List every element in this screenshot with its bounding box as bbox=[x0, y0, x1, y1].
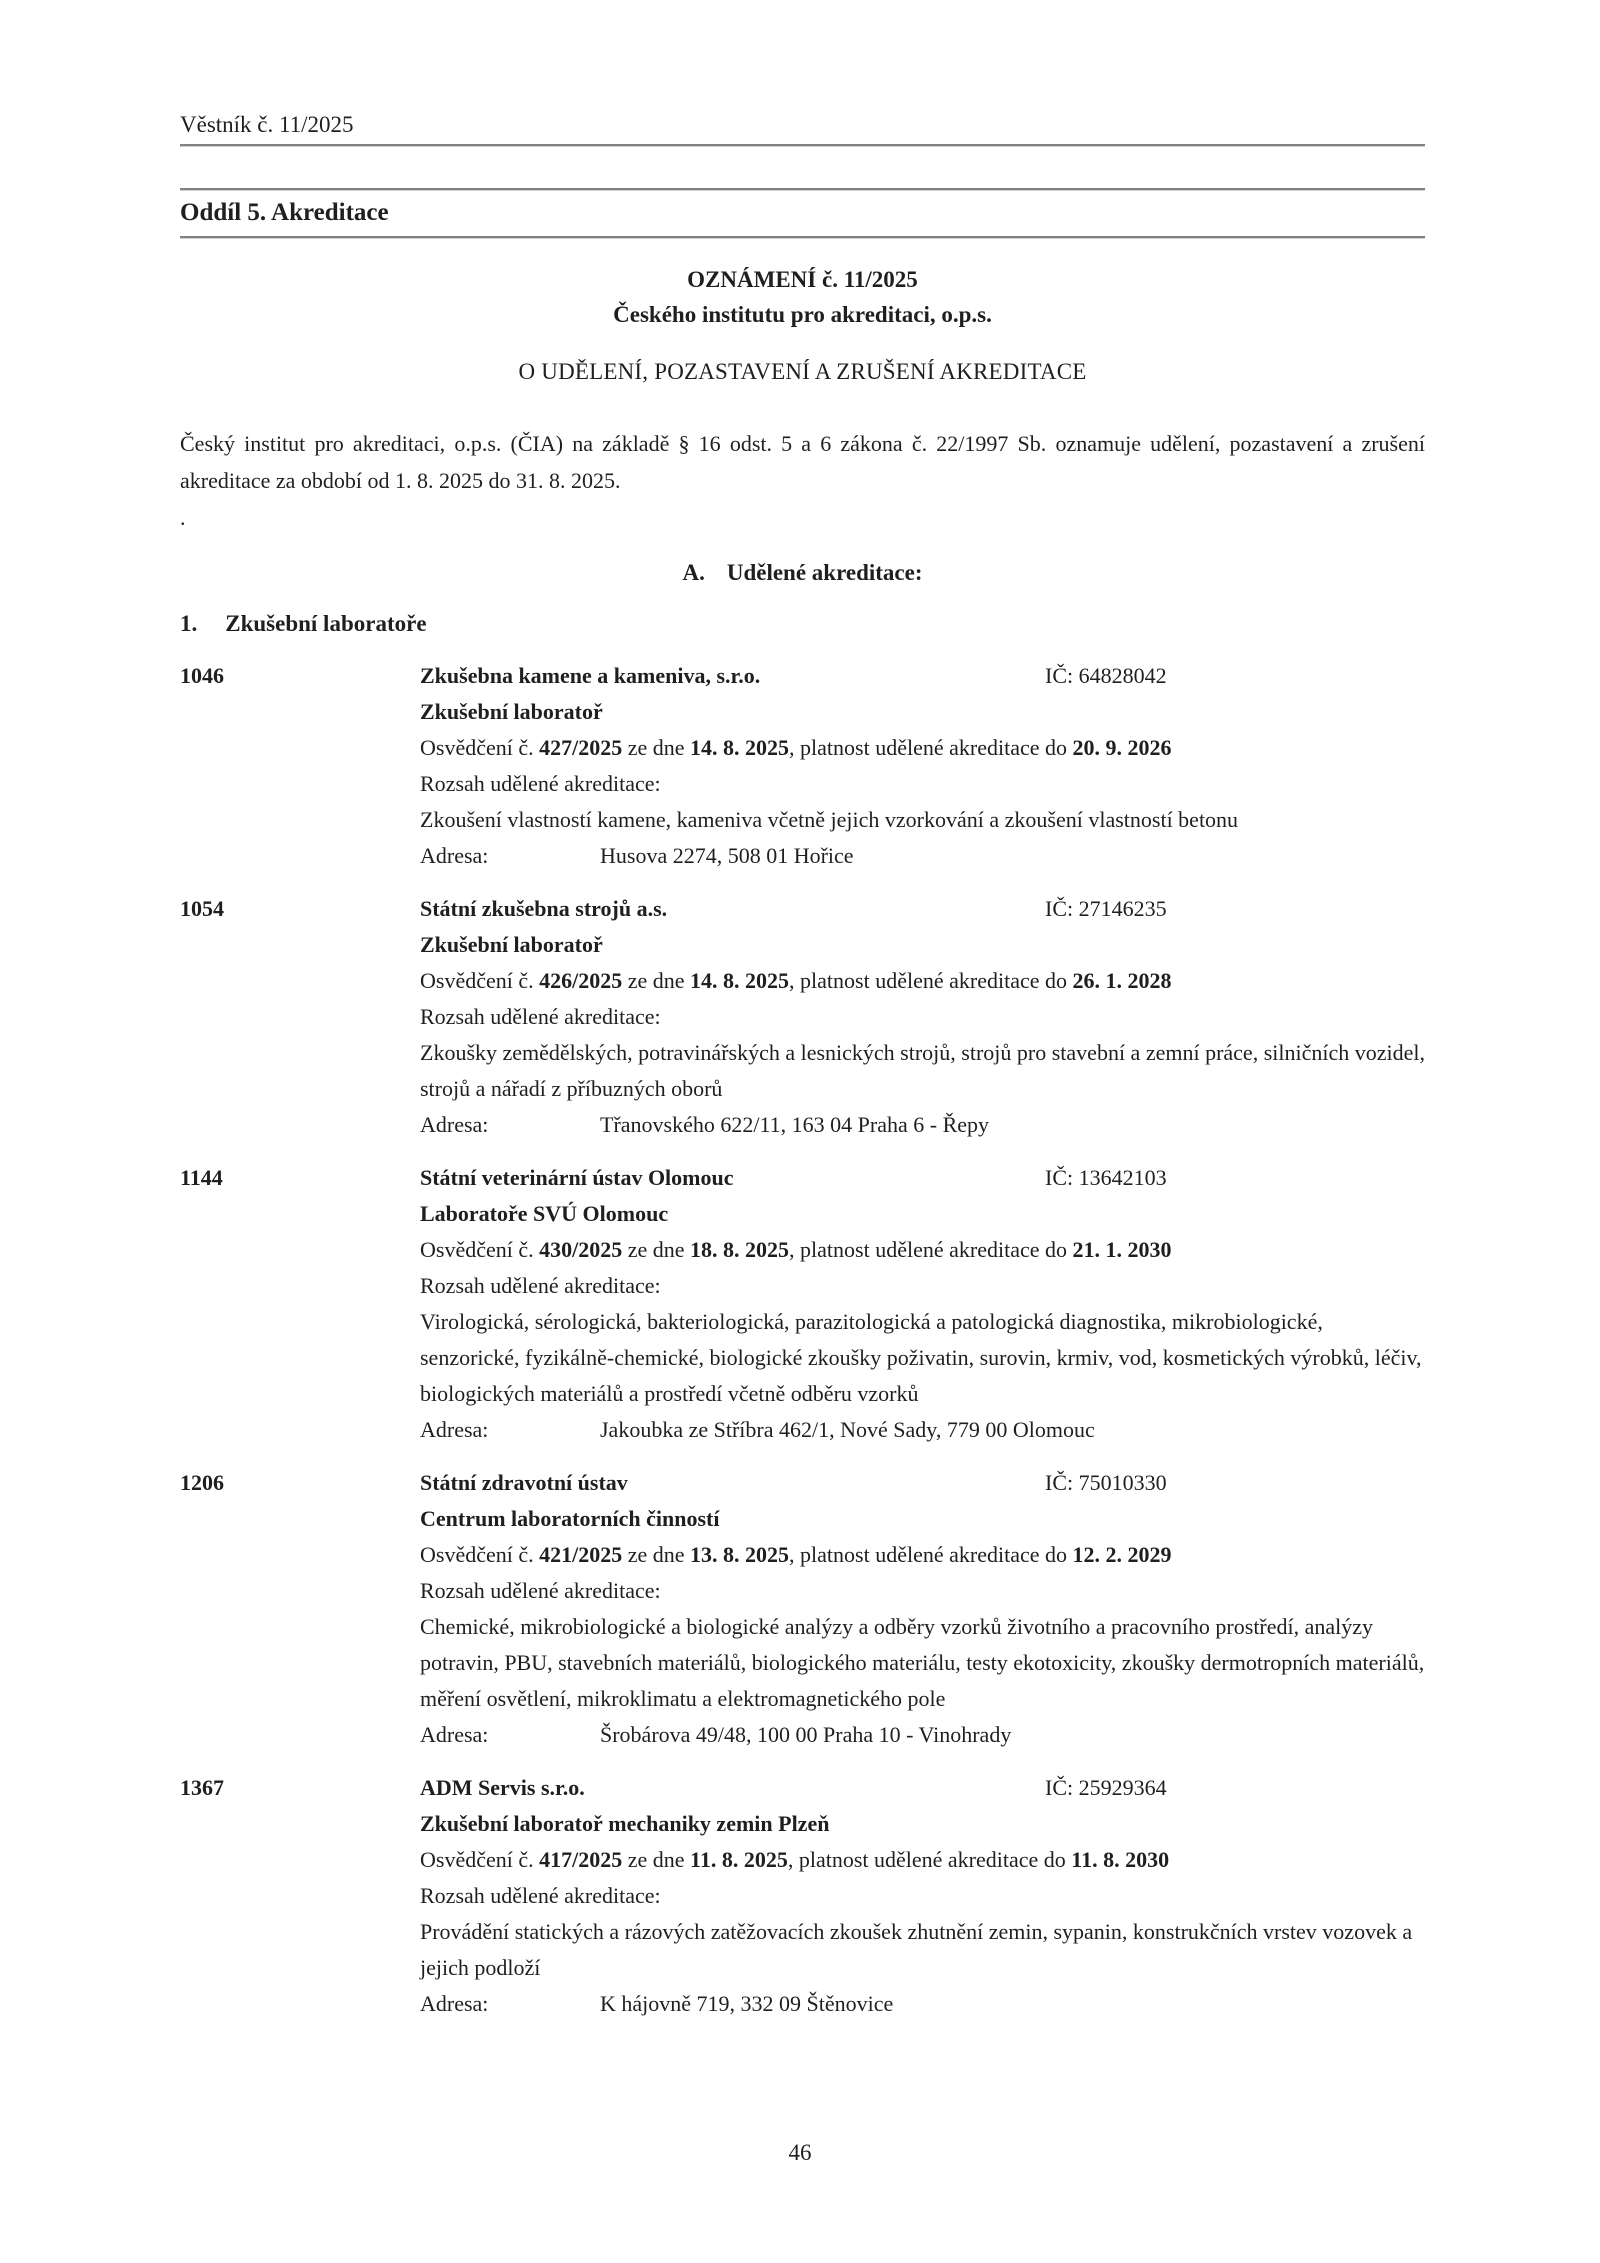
certificate-line bbox=[420, 1232, 1425, 1268]
list-1-heading bbox=[180, 611, 1425, 637]
entry-name-row bbox=[420, 1465, 1425, 1501]
ic-value: 25929364 bbox=[1078, 1775, 1167, 1800]
company-name: Státní zdravotní ústav bbox=[420, 1470, 628, 1495]
entry-body bbox=[420, 1770, 1425, 2022]
address-label: Adresa: bbox=[420, 1112, 489, 1137]
ic-label: IČ: bbox=[1045, 896, 1074, 921]
company-name: Státní zkušebna strojů a.s. bbox=[420, 896, 668, 921]
address-row bbox=[420, 1412, 1425, 1448]
scope-text: Zkoušení vlastností kamene, kameniva včetně jejich vzorkování a zkoušení vlastností betonu bbox=[420, 807, 1239, 832]
address-row bbox=[420, 1717, 1425, 1753]
accreditation-entry bbox=[180, 891, 1425, 1143]
accreditation-entry bbox=[180, 658, 1425, 874]
entry-body bbox=[420, 1160, 1425, 1448]
address-value: K hájovně 719, 332 09 Štěnovice bbox=[600, 1991, 894, 2016]
cert-issue-date: 14. 8. 2025 bbox=[690, 968, 790, 993]
section-header: Oddíl 5. Akreditace bbox=[180, 199, 389, 226]
cert-mid1: ze dne bbox=[622, 735, 691, 760]
address-row bbox=[420, 1107, 1425, 1143]
cert-issue-date: 14. 8. 2025 bbox=[690, 735, 790, 760]
certificate-line bbox=[420, 1537, 1425, 1573]
address-value: Třanovského 622/11, 163 04 Praha 6 - Řepy bbox=[600, 1112, 990, 1137]
ic-value: 13642103 bbox=[1078, 1165, 1167, 1190]
entry-body bbox=[420, 891, 1425, 1143]
scope-label: Rozsah udělené akreditace: bbox=[420, 1883, 661, 1908]
scope-text: Zkoušky zemědělských, potravinářských a lesnických strojů, strojů pro stavební a zemní práce, silničních vozidel, strojů a nářadí z příbuzných oborů bbox=[420, 1040, 1425, 1101]
cert-valid-until: 20. 9. 2026 bbox=[1072, 735, 1172, 760]
address-value: Šrobárova 49/48, 100 00 Praha 10 - Vinohrady bbox=[600, 1722, 1012, 1747]
company-ic bbox=[1045, 1770, 1167, 1806]
ic-label: IČ: bbox=[1045, 1470, 1074, 1495]
entry-name-row bbox=[420, 1160, 1425, 1196]
cert-number: 430/2025 bbox=[539, 1237, 623, 1262]
cert-number: 426/2025 bbox=[539, 968, 623, 993]
section-rule-top bbox=[180, 188, 1425, 190]
company-name: Státní veterinární ústav Olomouc bbox=[420, 1165, 734, 1190]
cert-prefix: Osvědčení č. bbox=[420, 1847, 540, 1872]
scope-label: Rozsah udělené akreditace: bbox=[420, 1273, 661, 1298]
section-a-prefix: A. bbox=[682, 560, 705, 585]
cert-mid1: ze dne bbox=[622, 968, 691, 993]
address-value: Husova 2274, 508 01 Hořice bbox=[600, 843, 854, 868]
address-label: Adresa: bbox=[420, 1991, 489, 2016]
notice-organization: Českého institutu pro akreditaci, o.p.s. bbox=[613, 302, 992, 327]
address-row bbox=[420, 1986, 1425, 2022]
masthead: Věstník č. 11/2025 bbox=[180, 112, 354, 137]
ic-value: 27146235 bbox=[1078, 896, 1167, 921]
section-a-title: Udělené akreditace: bbox=[726, 560, 923, 585]
cert-issue-date: 13. 8. 2025 bbox=[690, 1542, 790, 1567]
scope-label: Rozsah udělené akreditace: bbox=[420, 1004, 661, 1029]
certificate-line bbox=[420, 963, 1425, 999]
section-rule-bottom bbox=[180, 236, 1425, 238]
cert-mid1: ze dne bbox=[622, 1237, 691, 1262]
lab-name: Zkušební laboratoř bbox=[420, 932, 603, 957]
cert-prefix: Osvědčení č. bbox=[420, 1542, 540, 1567]
address-row bbox=[420, 838, 1425, 874]
cert-valid-until: 12. 2. 2029 bbox=[1072, 1542, 1172, 1567]
entry-number: 1144 bbox=[180, 1165, 223, 1190]
ic-value: 75010330 bbox=[1078, 1470, 1167, 1495]
accreditation-entry bbox=[180, 1770, 1425, 2022]
cert-prefix: Osvědčení č. bbox=[420, 735, 540, 760]
scope-text: Virologická, sérologická, bakteriologická, parazitologická a patologická diagnostika, mikrobiologické, senzorické, fyzikálně-chemické, biologické zkoušky poživatin, surovin, krmiv, vod, kosmetických výrobků, léčiv, biologických materiálů a prostředí včetně odběru vzorků bbox=[420, 1309, 1422, 1406]
company-name: ADM Servis s.r.o. bbox=[420, 1775, 585, 1800]
entry-name-row bbox=[420, 658, 1425, 694]
cert-mid2: , platnost udělené akreditace do bbox=[789, 1237, 1073, 1262]
cert-number: 417/2025 bbox=[539, 1847, 623, 1872]
cert-valid-until: 21. 1. 2030 bbox=[1072, 1237, 1172, 1262]
address-label: Adresa: bbox=[420, 843, 489, 868]
address-label: Adresa: bbox=[420, 1722, 489, 1747]
ic-label: IČ: bbox=[1045, 1775, 1074, 1800]
cert-prefix: Osvědčení č. bbox=[420, 1237, 540, 1262]
entry-name-row bbox=[420, 1770, 1425, 1806]
ic-value: 64828042 bbox=[1078, 663, 1167, 688]
page-number: 46 bbox=[788, 2140, 812, 2165]
cert-mid2: , platnost udělené akreditace do bbox=[789, 968, 1073, 993]
company-ic bbox=[1045, 891, 1167, 927]
entry-name-row bbox=[420, 891, 1425, 927]
cert-issue-date: 18. 8. 2025 bbox=[690, 1237, 790, 1262]
list-1-prefix: 1. bbox=[180, 611, 198, 636]
notice-subject: O UDĚLENÍ, POZASTAVENÍ A ZRUŠENÍ AKREDITACE bbox=[518, 359, 1087, 384]
section-a-heading bbox=[180, 560, 1425, 586]
lab-name: Zkušební laboratoř bbox=[420, 699, 603, 724]
address-label: Adresa: bbox=[420, 1417, 489, 1442]
certificate-line bbox=[420, 1842, 1425, 1878]
cert-mid2: , platnost udělené akreditace do bbox=[789, 1542, 1073, 1567]
scope-text: Provádění statických a rázových zatěžovacích zkoušek zhutnění zemin, sypanin, konstrukčních vrstev vozovek a jejich podloží bbox=[420, 1919, 1413, 1980]
company-ic bbox=[1045, 658, 1167, 694]
cert-mid2: , platnost udělené akreditace do bbox=[789, 735, 1073, 760]
entry-body bbox=[420, 1465, 1425, 1753]
header-rule-top bbox=[180, 144, 1425, 146]
entry-number: 1367 bbox=[180, 1775, 224, 1800]
company-name: Zkušebna kamene a kameniva, s.r.o. bbox=[420, 663, 761, 688]
address-value: Jakoubka ze Stříbra 462/1, Nové Sady, 779 00 Olomouc bbox=[600, 1417, 1095, 1442]
cert-mid1: ze dne bbox=[622, 1542, 691, 1567]
company-ic bbox=[1045, 1465, 1167, 1501]
cert-number: 421/2025 bbox=[539, 1542, 623, 1567]
notice-title: OZNÁMENÍ č. 11/2025 bbox=[687, 267, 918, 292]
entries-list bbox=[180, 658, 1425, 2022]
cert-valid-until: 26. 1. 2028 bbox=[1072, 968, 1172, 993]
entry-number: 1206 bbox=[180, 1470, 224, 1495]
entry-number: 1054 bbox=[180, 896, 224, 921]
cert-mid2: , platnost udělené akreditace do bbox=[787, 1847, 1072, 1872]
stray-dot: . bbox=[180, 505, 186, 530]
accreditation-entry bbox=[180, 1465, 1425, 1753]
lab-name: Laboratoře SVÚ Olomouc bbox=[420, 1201, 669, 1226]
ic-label: IČ: bbox=[1045, 663, 1074, 688]
scope-text: Chemické, mikrobiologické a biologické analýzy a odběry vzorků životního a pracovního prostředí, analýzy potravin, PBU, stavebních materiálů, biologického materiálu, testy ekotoxicity, zkoušky dermotropních materiálů, měření osvětlení, mikroklimatu a elektromagnetického pole bbox=[420, 1614, 1425, 1711]
ic-label: IČ: bbox=[1045, 1165, 1074, 1190]
entry-number: 1046 bbox=[180, 663, 224, 688]
scope-label: Rozsah udělené akreditace: bbox=[420, 1578, 661, 1603]
certificate-line bbox=[420, 730, 1425, 766]
cert-issue-date: 11. 8. 2025 bbox=[690, 1847, 788, 1872]
list-1-title: Zkušební laboratoře bbox=[225, 611, 427, 636]
cert-prefix: Osvědčení č. bbox=[420, 968, 540, 993]
lab-name: Centrum laboratorních činností bbox=[420, 1506, 720, 1531]
accreditation-entry bbox=[180, 1160, 1425, 1448]
scope-label: Rozsah udělené akreditace: bbox=[420, 771, 661, 796]
cert-number: 427/2025 bbox=[539, 735, 623, 760]
entry-body bbox=[420, 658, 1425, 874]
company-ic bbox=[1045, 1160, 1167, 1196]
lab-name: Zkušební laboratoř mechaniky zemin Plzeň bbox=[420, 1811, 830, 1836]
cert-valid-until: 11. 8. 2030 bbox=[1071, 1847, 1170, 1872]
intro-paragraph: Český institut pro akreditaci, o.p.s. (ČIA) na základě § 16 odst. 5 a 6 zákona č. 22/1997 Sb. oznamuje udělení, pozastavení a zrušení akreditace za období od 1. 8. 2025 do 31. 8. 2025. bbox=[180, 431, 1425, 493]
cert-mid1: ze dne bbox=[622, 1847, 691, 1872]
